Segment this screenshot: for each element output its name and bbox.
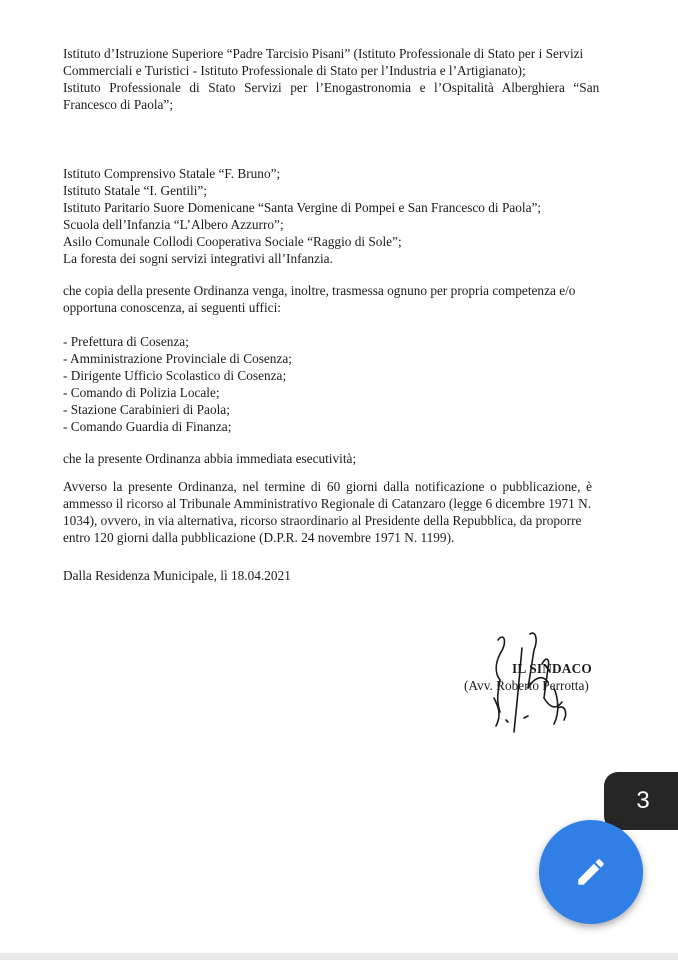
pencil-icon (574, 855, 608, 889)
date-line (63, 567, 615, 584)
text-line: Commerciali e Turistici - Istituto Professionale di Stato per l’Industria e l’Artigianato); (63, 63, 526, 78)
list-item: - Comando Guardia di Finanza; (63, 419, 232, 434)
page-number-badge (604, 772, 678, 830)
text-line: entro 120 giorni dalla pubblicazione (D.P.R. 24 novembre 1971 N. 1199). (63, 530, 455, 545)
paragraph-copia (63, 282, 615, 316)
text-line: Istituto Professionale di Stato Servizi per l’Enogastronomia e l’Ospitalità Alberghiera “San (63, 80, 600, 95)
edit-button[interactable] (539, 820, 643, 924)
text-line: Francesco di Paola”; (63, 97, 174, 112)
text-line: Istituto d’Istruzione Superiore “Padre Tarcisio Pisani” (Istituto Professionale di Stato per i Servizi (63, 46, 584, 61)
paragraph-esecutivita (63, 450, 615, 467)
text-line: Avverso la presente Ordinanza, nel termine di 60 giorni dalla notificazione o pubblicazione, è (63, 479, 593, 494)
schools-list (63, 165, 615, 267)
paragraph-istituto-pisani (63, 45, 615, 113)
page-number: 3 (636, 787, 650, 814)
signatory-name: (Avv. Roberto Perrotta) (464, 678, 589, 693)
signatory-title: IL SINDACO (512, 661, 592, 676)
text-line: ammesso il ricorso al Tribunale Amministrativo Regionale di Catanzaro (legge 6 dicembre 1971 N. (63, 496, 592, 511)
list-item: Istituto Comprensivo Statale “F. Bruno”; (63, 166, 281, 181)
list-item: - Prefettura di Cosenza; (63, 334, 189, 349)
list-item: La foresta dei sogni servizi integrativi all’Infanzia. (63, 251, 333, 266)
text-line: che copia della presente Ordinanza venga, inoltre, trasmessa ognuno per propria competenza e/o (63, 283, 576, 298)
paragraph-ricorso (63, 478, 615, 546)
list-item: Asilo Comunale Collodi Cooperativa Sociale “Raggio di Sole”; (63, 234, 402, 249)
offices-list (63, 333, 615, 435)
list-item: - Amministrazione Provinciale di Cosenza; (63, 351, 292, 366)
list-item: Scuola dell’Infanzia “L’Albero Azzurro”; (63, 217, 284, 232)
text-line: opportuna conoscenza, ai seguenti uffici: (63, 300, 281, 315)
text-line: che la presente Ordinanza abbia immediata esecutività; (63, 451, 357, 466)
text-line: 1034), ovvero, in via alternativa, ricorso straordinario al Presidente della Repubblica, da proporre (63, 513, 582, 528)
list-item: - Stazione Carabinieri di Paola; (63, 402, 230, 417)
list-item: - Dirigente Ufficio Scolastico di Cosenza; (63, 368, 287, 383)
list-item: Istituto Paritario Suore Domenicane “Santa Vergine di Pompei e San Francesco di Paola”; (63, 200, 542, 215)
list-item: - Comando di Polizia Locale; (63, 385, 220, 400)
bottom-bar (0, 953, 678, 960)
date-text: Dalla Residenza Municipale, lì 18.04.2021 (63, 568, 291, 583)
list-item: Istituto Statale “I. Gentili”; (63, 183, 208, 198)
